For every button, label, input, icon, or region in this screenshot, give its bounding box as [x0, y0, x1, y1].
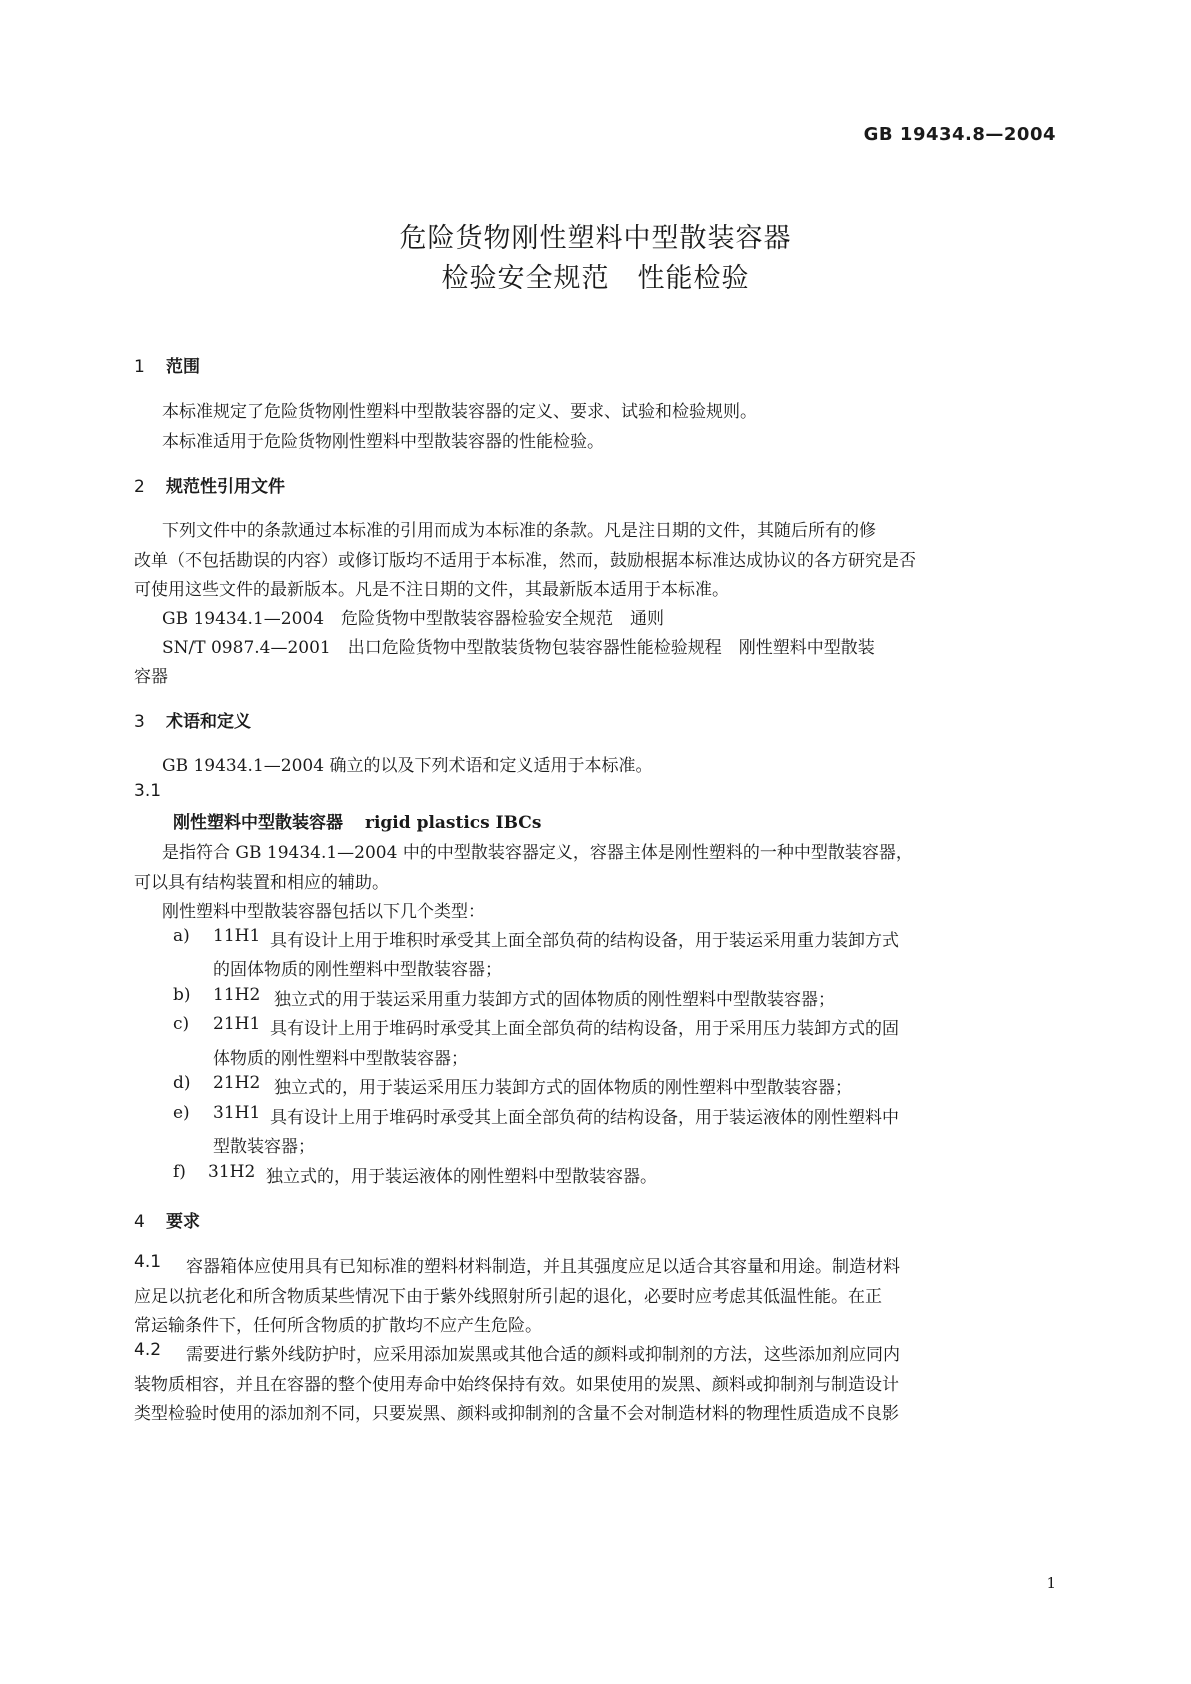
- section-2-heading: [134, 472, 285, 497]
- clause-4-2-line1: 需要进行紫外线防护时，应采用添加炭黑或其他合适的颜料或抑制剂的方法，这些添加剂应同内: [186, 1345, 900, 1365]
- term-chinese: 刚性塑料中型散装容器: [173, 813, 343, 833]
- clause-4-2-line2: 装物质相容，并且在容器的整个使用寿命中始终保持有效。如果使用的炭黑、颜料或抑制剂与制造设计: [134, 1375, 899, 1395]
- section-4-heading: [134, 1207, 200, 1232]
- list-item-f-code: 31H2: [208, 1162, 256, 1182]
- list-item-e-mark: e): [173, 1103, 190, 1123]
- section-title: 范围: [166, 357, 200, 377]
- section-title: 要求: [166, 1212, 200, 1232]
- section-1-paragraph-1: 本标准规定了危险货物刚性塑料中型散装容器的定义、要求、试验和检验规则。: [162, 402, 757, 422]
- section-number: 3: [134, 712, 145, 732]
- definition-line2: 可以具有结构装置和相应的辅助。: [134, 873, 389, 893]
- clause-4-1-number: 4.1: [134, 1252, 162, 1272]
- list-item-c-code: 21H1: [213, 1014, 261, 1034]
- list-item-e-line1: 具有设计上用于堆码时承受其上面全部负荷的结构设备，用于装运液体的刚性塑料中: [270, 1108, 899, 1128]
- subsection-number: 3.1: [134, 781, 162, 801]
- section-1-heading: [134, 352, 200, 377]
- list-item-b-line1: 独立式的用于装运采用重力装卸方式的固体物质的刚性塑料中型散装容器；: [274, 990, 835, 1010]
- list-item-c-mark: c): [173, 1014, 190, 1034]
- section-number: 1: [134, 357, 145, 377]
- clause-4-1-line2: 应足以抗老化和所含物质某些情况下由于紫外线照射所引起的退化，必要时应考虑其低温性能。在正: [134, 1287, 882, 1307]
- clause-4-2-number: 4.2: [134, 1340, 162, 1360]
- section-title: 规范性引用文件: [166, 477, 285, 497]
- definition-line1: 是指符合 GB 19434.1—2004 中的中型散装容器定义，容器主体是刚性塑料的一种中型散装容器，: [162, 843, 913, 863]
- section-3-heading: [134, 707, 251, 732]
- reference-2-line1: SN/T 0987.4—2001 出口危险货物中型散装货物包装容器性能检验规程 刚性塑料中型散装: [162, 638, 875, 658]
- list-item-e-line2: 型散装容器；: [213, 1137, 315, 1157]
- section-2-intro-line2: 改单（不包括勘误的内容）或修订版均不适用于本标准，然而，鼓励根据本标准达成协议的各方研究是否: [134, 551, 916, 571]
- section-number: 4: [134, 1212, 145, 1232]
- section-2-intro-line1: 下列文件中的条款通过本标准的引用而成为本标准的条款。凡是注日期的文件，其随后所有的修: [162, 521, 876, 541]
- clause-4-1-line1: 容器箱体应使用具有已知标准的塑料材料制造，并且其强度应足以适合其容量和用途。制造材料: [186, 1257, 900, 1277]
- document-title-line2: 检验安全规范 性能检验: [441, 263, 750, 294]
- list-item-a-line1: 具有设计上用于堆积时承受其上面全部负荷的结构设备，用于装运采用重力装卸方式: [270, 931, 899, 951]
- clause-4-1-line3: 常运输条件下，任何所含物质的扩散均不应产生危险。: [134, 1316, 542, 1336]
- list-item-c-line1: 具有设计上用于堆码时承受其上面全部负荷的结构设备，用于采用压力装卸方式的固: [270, 1019, 899, 1039]
- section-title: 术语和定义: [166, 712, 251, 732]
- list-item-e-code: 31H1: [213, 1103, 261, 1123]
- types-intro: 刚性塑料中型散装容器包括以下几个类型：: [162, 902, 485, 922]
- section-2-intro-line3: 可使用这些文件的最新版本。凡是不注日期的文件，其最新版本适用于本标准。: [134, 580, 729, 600]
- section-1-paragraph-2: 本标准适用于危险货物刚性塑料中型散装容器的性能检验。: [162, 432, 604, 452]
- reference-2-line2: 容器: [134, 667, 168, 687]
- list-item-a-code: 11H1: [213, 926, 261, 946]
- list-item-f-line1: 独立式的，用于装运液体的刚性塑料中型散装容器。: [266, 1167, 657, 1187]
- section-number: 2: [134, 477, 145, 497]
- term-heading: [173, 808, 541, 833]
- list-item-b-mark: b): [173, 985, 191, 1005]
- standard-number: GB 19434.8—2004: [863, 124, 1056, 145]
- section-3-intro: GB 19434.1—2004 确立的以及下列术语和定义适用于本标准。: [162, 756, 653, 776]
- list-item-d-line1: 独立式的，用于装运采用压力装卸方式的固体物质的刚性塑料中型散装容器；: [274, 1078, 852, 1098]
- document-title-line1: 危险货物刚性塑料中型散装容器: [399, 223, 792, 254]
- list-item-d-code: 21H2: [213, 1073, 261, 1093]
- clause-4-2-line3: 类型检验时使用的添加剂不同，只要炭黑、颜料或抑制剂的含量不会对制造材料的物理性质造成不良影: [134, 1404, 899, 1424]
- page-number: 1: [1046, 1574, 1056, 1592]
- reference-1: GB 19434.1—2004 危险货物中型散装容器检验安全规范 通则: [162, 609, 665, 629]
- list-item-b-code: 11H2: [213, 985, 261, 1005]
- list-item-d-mark: d): [173, 1073, 191, 1093]
- list-item-c-line2: 体物质的刚性塑料中型散装容器；: [213, 1049, 468, 1069]
- list-item-a-mark: a): [173, 926, 190, 946]
- term-english: rigid plastics IBCs: [365, 813, 542, 833]
- list-item-f-mark: f): [173, 1162, 186, 1182]
- list-item-a-line2: 的固体物质的刚性塑料中型散装容器；: [213, 960, 502, 980]
